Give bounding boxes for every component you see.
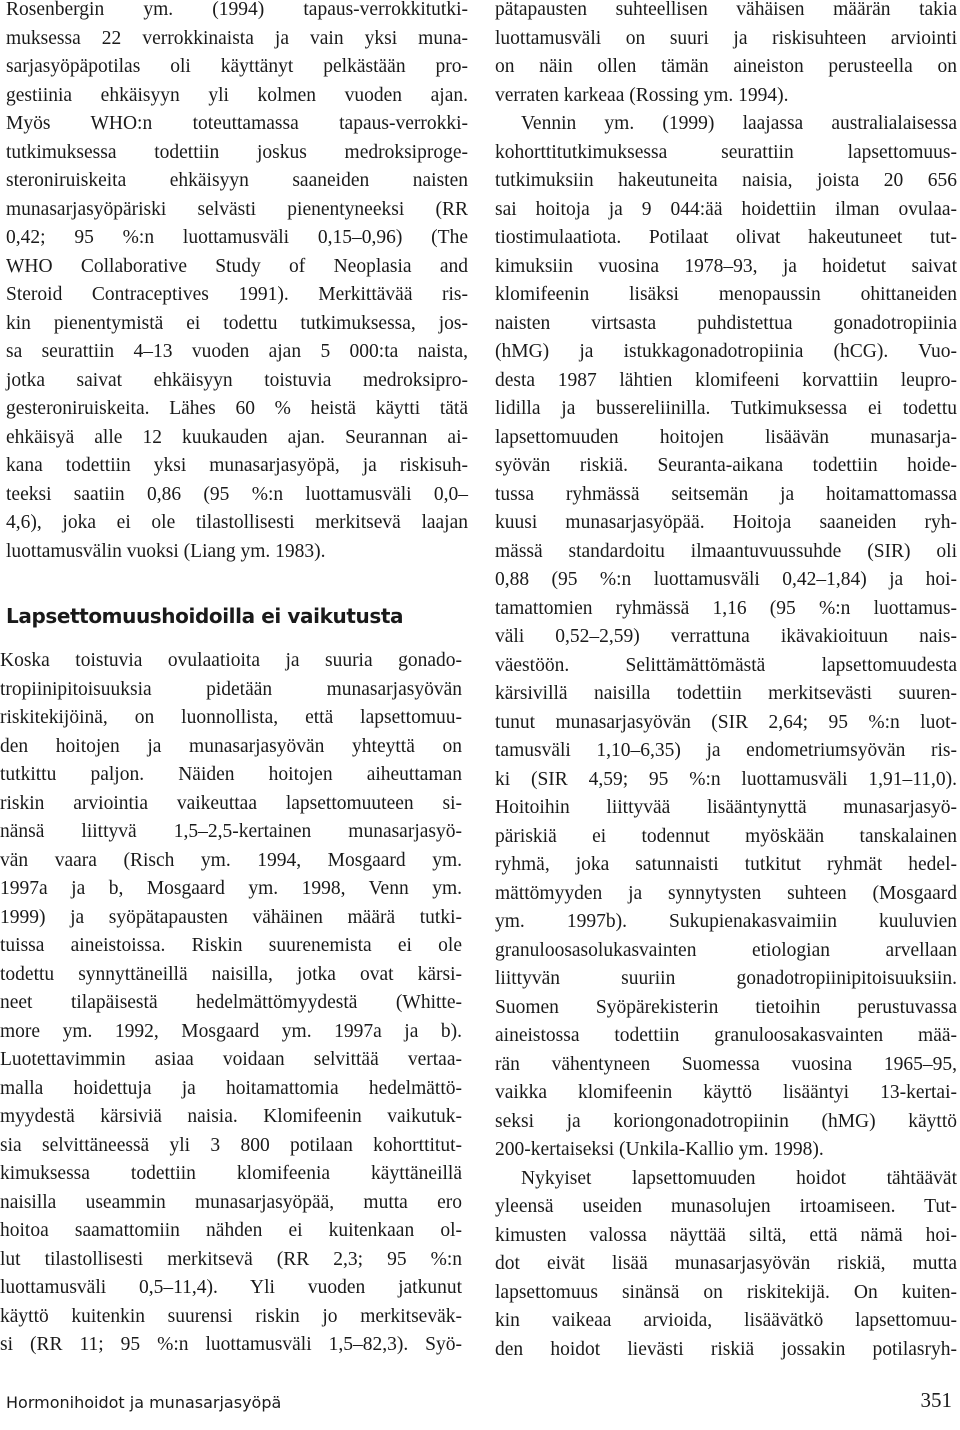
text-line: 1997a ja b, Mosgaard ym. 1998, Venn ym.: [0, 878, 462, 899]
text-line: luottamusvälin vuoksi (Liang ym. 1983).: [6, 540, 326, 562]
text-line: desta 1987 lähtien klomifeeni korvattiin leupro-: [495, 369, 957, 391]
section-heading: Lapsettomuushoidoilla ei vaikutusta: [6, 604, 404, 628]
text-line: Myös WHO:n toteuttamassa tapaus-verrokki-: [6, 113, 468, 134]
text-line: vän vaara (Risch ym. 1994, Mosgaard ym.: [0, 849, 462, 871]
text-line: naisten virtsasta puhdistettua gonadotropiinia: [495, 312, 957, 334]
text-line: 0,88 (95 %:n luottamusväli 0,42–1,84) ja hoi-: [495, 569, 957, 590]
text-line: kimuksiin vuosina 1978–93, ja hoidetut saivat: [495, 255, 957, 277]
text-line: pätapausten suhteellisen vähäisen määrän takia: [495, 0, 957, 20]
text-line: seksi ja koriongonadotropiinin (hMG) käyttö: [495, 1110, 957, 1132]
text-line: sai hoitoja ja 9 044:ää hoidettiin ilman ovulaa-: [495, 198, 957, 220]
left-column-bottom: [0, 647, 462, 1360]
text-line: verraten karkeaa (Rossing ym. 1994).: [495, 84, 789, 106]
text-line: 4,6), joka ei ole tilastollisesti merkitsevä laajan: [6, 512, 468, 533]
text-line: ym. 1997b). Sukupienakasvaimiin kuuluvien: [495, 911, 957, 932]
text-line: väestöön. Selittämättömästä lapsettomuudesta: [495, 654, 957, 676]
text-line: nänsä liittyvä 1,5–2,5-kertainen munasarjasyö-: [0, 821, 462, 842]
text-line: 0,42; 95 %:n luottamusväli 0,15–0,96) (The: [6, 227, 468, 248]
text-line: WHO Collaborative Study of Neoplasia and: [6, 255, 468, 277]
text-line: Hoitoihin liittyvää lisääntynyttä munasarjasyö-: [495, 797, 957, 818]
text-line: Luotettavimmin asiaa voidaan selvittää vertaa-: [0, 1049, 462, 1070]
text-line: riskitekijöinä, on luonnollista, että lapsettomuu-: [0, 707, 462, 728]
text-line: kärsivillä naisilla todettiin merkitsevästi suuren-: [495, 683, 957, 704]
text-line: sarjasyöpäpotilas oli käyttänyt pelkästään pro-: [6, 56, 468, 77]
text-line: neet tilapäisestä hedelmättömyydestä (Whitte-: [0, 992, 462, 1013]
text-line: tutkittu paljon. Näiden hoitojen aiheuttaman: [0, 764, 462, 785]
text-line: tussa ryhmässä seitsemän ja hoitamattomassa: [495, 483, 957, 505]
text-line: tutkimuksessa todettiin joskus medroksiproge-: [6, 141, 468, 163]
text-line: syövän riskiä. Seuranta-aikana todettiin hoide-: [495, 455, 957, 476]
text-line: aineistossa todettiin granuloosakasvainten mää-: [495, 1025, 957, 1046]
text-line: luottamusväli 0,5–11,4). Yli vuoden jatkunut: [0, 1277, 462, 1298]
text-line: muksessa 22 verrokkinaista ja vain yksi muna-: [6, 27, 468, 49]
text-line: lut tilastollisesti merkitsevä (RR 2,3; 95 %:n: [0, 1248, 462, 1270]
text-line: liittyvän suuriin gonadotropiinipitoisuuksiin.: [495, 968, 957, 989]
text-line: ki (SIR 4,59; 95 %:n luottamusväli 1,91–11,0).: [495, 768, 957, 790]
text-line: riskin arviointia vaikeuttaa lapsettomuuteen si-: [0, 792, 462, 814]
page-number: 351: [920, 1388, 952, 1412]
text-line: kin vaikeaa arvioida, lisäävätkö lapsettomuu-: [495, 1310, 957, 1331]
text-line: vaikka klomifeenin käyttö lisääntyi 13-kertai-: [495, 1082, 957, 1103]
text-line: yleensä useiden munasolujen irtoamiseen. Tut-: [495, 1196, 957, 1217]
text-line: Nykyiset lapsettomuuden hoidot tähtäävät: [521, 1167, 957, 1189]
text-line: hoitoa saamattomiin nähden ei kuitenkaan ol-: [0, 1220, 462, 1241]
text-line: päriskiä ei todennut myöskään tanskalainen: [495, 825, 957, 847]
text-line: Koska toistuvia ovulaatioita ja suuria gonado-: [0, 650, 462, 671]
text-line: klomifeenin lisäksi menopaussin ohittaneiden: [495, 284, 957, 305]
text-line: on näin ollen tämän aineiston perusteella on: [495, 56, 957, 77]
text-line: malla hoidettuja ja hoitamattomia hedelmättö-: [0, 1077, 462, 1099]
text-line: kimusten valossa näyttää siltä, että nämä hoi-: [495, 1224, 957, 1246]
text-line: lidilla ja bussereliinilla. Tutkimuksessa ei todettu: [495, 398, 957, 419]
text-line: käyttö kuitenkin suurensi riskin jo merkitseväk-: [0, 1305, 462, 1327]
text-line: kimuksessa todettiin klomifeenia käyttäneillä: [0, 1163, 462, 1184]
text-line: väli 0,52–2,59) verrattuna ikävakioituun nais-: [495, 626, 957, 647]
text-line: tutkimuksiin hakeutuneita naisia, joista 20 656: [495, 170, 957, 191]
text-line: granuloosasolukasvainten etiologian arvellaan: [495, 939, 957, 961]
text-line: kohorttitutkimuksessa seurattiin lapsettomuus-: [495, 141, 957, 163]
text-line: gesteroniruiskeita. Lähes 60 % heistä käytti tätä: [6, 398, 468, 419]
text-line: tunut munasarjasyövän (SIR 2,64; 95 %:n luot-: [495, 711, 957, 733]
text-line: mättömyyden ja synnytysten suhteen (Mosgaard: [495, 882, 957, 904]
text-line: gestiinia ehkäisyyn yli kolmen vuoden ajan.: [6, 84, 468, 106]
text-line: den hoidot lievästi riskiä jossakin potilasryh-: [495, 1338, 957, 1360]
text-line: Vennin ym. (1999) laajassa australialaisessa: [521, 113, 957, 134]
text-line: ryhmä, joka satunnaisti tutkitut ryhmät hedel-: [495, 854, 957, 875]
text-line: 1999) ja syöpätapausten vähäinen määrä tutki-: [0, 906, 462, 928]
text-line: teeksi saatiin 0,86 (95 %:n luottamusväli 0,0–: [6, 483, 468, 505]
text-line: mässä standardoitu ilmaantuvuussuhde (SIR) oli: [495, 540, 957, 562]
left-column-top: [6, 0, 468, 566]
text-line: kana todettiin yksi munasarjasyöpä, ja riskisuh-: [6, 455, 468, 476]
text-line: si (RR 11; 95 %:n luottamusväli 1,5–82,3). Syö-: [0, 1334, 462, 1355]
text-line: den hoitojen ja munasarjasyövän yhteyttä on: [0, 735, 462, 757]
text-line: kin pienentymistä ei todettu tutkimuksessa, jos-: [6, 312, 468, 334]
text-line: Suomen Syöpärekisterin tietoihin perustuvassa: [495, 996, 957, 1018]
text-line: sa seurattiin 4–13 vuoden ajan 5 000:ta naista,: [6, 341, 468, 362]
text-line: myydestä kärsiviä naisia. Klomifeenin vaikutuk-: [0, 1106, 462, 1127]
text-line: kuusi munasarjasyöpää. Hoitoja saaneiden ryh-: [495, 512, 957, 533]
text-line: 200-kertaiseksi (Unkila-Kallio ym. 1998).: [495, 1139, 824, 1160]
text-line: tuissa aineistoissa. Riskin suurenemista ei ole: [0, 935, 462, 956]
text-line: lapsettomuus sinänsä on riskitekijä. On kuiten-: [495, 1281, 957, 1303]
text-line: luottamusväli on suuri ja riskisuhteen arviointi: [495, 27, 957, 49]
footer-title: Hormonihoidot ja munasarjasyöpä: [6, 1393, 282, 1412]
text-line: tamattomien ryhmässä 1,16 (95 %:n luottamus-: [495, 597, 957, 619]
text-line: steroniruiskeita ehkäisyyn saaneiden naisten: [6, 170, 468, 191]
text-line: sia selvittäneessä yli 3 800 potilaan kohorttitut-: [0, 1134, 462, 1156]
text-line: rän vähentyneen Suomessa vuosina 1965–95,: [495, 1053, 957, 1075]
text-line: ehkäisyä alle 12 kuukauden ajan. Seurannan ai-: [6, 426, 468, 448]
text-line: (hMG) ja istukkagonadotropiinia (hCG). Vuo-: [495, 341, 957, 362]
text-line: tropiinipitoisuuksia pidetään munasarjasyövän: [0, 678, 462, 700]
text-line: tiostimulaatiota. Potilaat olivat hakeutuneet tut-: [495, 227, 957, 248]
text-line: more ym. 1992, Mosgaard ym. 1997a ja b).: [0, 1020, 462, 1042]
text-line: Steroid Contraceptives 1991). Merkittävää ris-: [6, 284, 468, 305]
text-line: tamusväli 1,10–6,35) ja endometriumsyövän ris-: [495, 740, 957, 761]
text-line: munasarjasyöpäriski selvästi pienentyneeksi (RR: [6, 198, 468, 220]
text-line: Rosenbergin ym. (1994) tapaus-verrokkitutki-: [6, 0, 468, 20]
text-line: naisilla useammin munasarjasyöpää, mutta ero: [0, 1191, 462, 1213]
right-column: [495, 0, 957, 1364]
text-line: dot eivät lisää munasarjasyövän riskiä, mutta: [495, 1253, 957, 1274]
text-line: todettu synnyttäneillä naisilla, jotka ovat kärsi-: [0, 963, 462, 985]
text-line: lapsettomuuden hoitojen lisäävän munasarja-: [495, 426, 957, 448]
text-line: jotka saivat ehkäisyyn toistuvia medroksipro-: [6, 369, 468, 391]
